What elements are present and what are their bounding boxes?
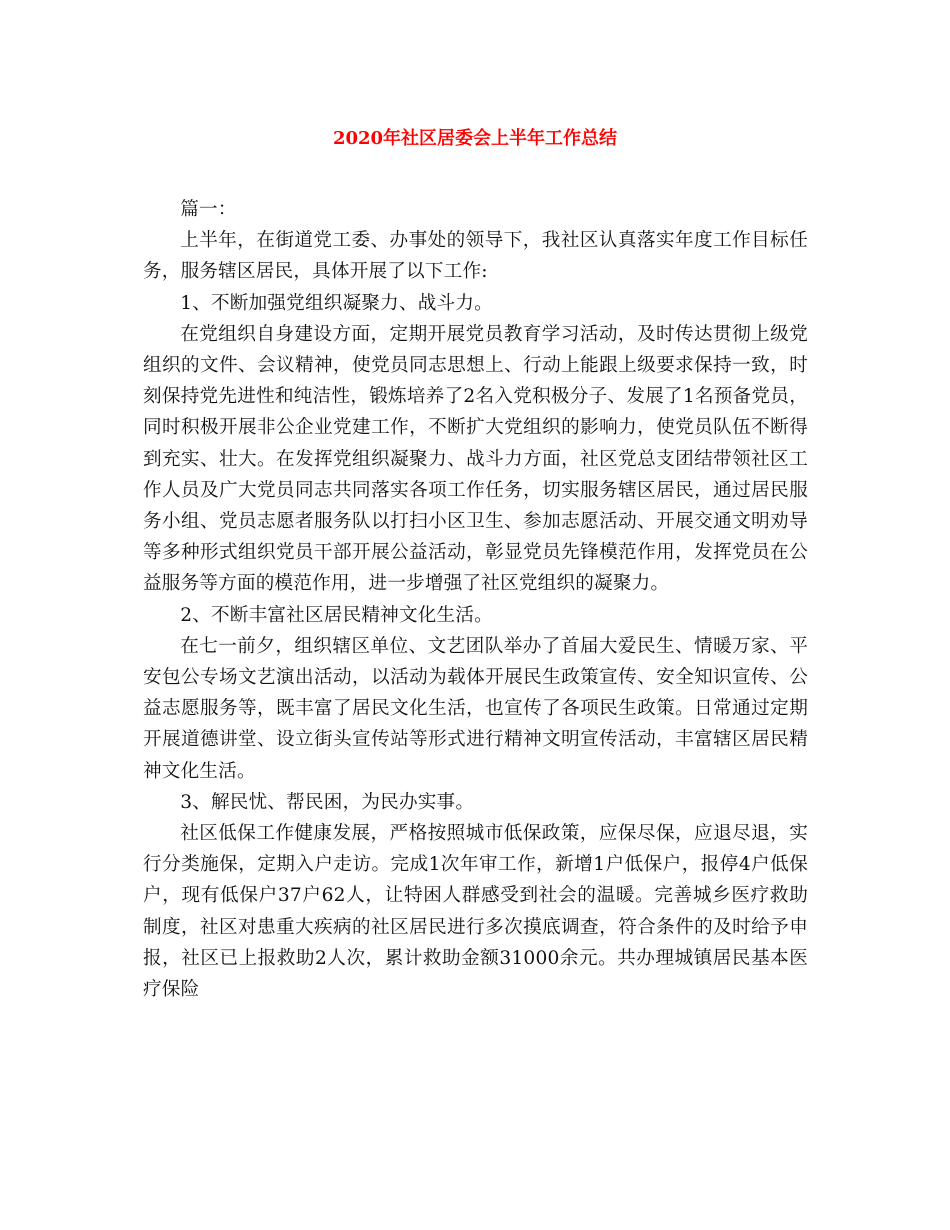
paragraph-section-label: 篇一： [180,199,237,220]
paragraph-item-3: 社区低保工作健康发展，严格按照城市低保政策，应保尽保，应退尽退，实行分类施保，定期入户走访。完成1次年审工作，新增1户低保户，报停4户低保户，现有低保户37户62人，让特困人群感受到社会的温暖。完善城乡医疗救助制度，社区对患重大疾病的社区居民进行多次摸底调查，符合条件的及时给予申报，社区已上报救助2人次，累计救助金额31000余元。共办理城镇居民基本医疗保险 [143,823,808,1001]
heading-item-1: 1、不断加强党组织凝聚力、战斗力。 [180,292,493,314]
document-title: 2020年社区居委会上半年工作总结 [332,128,618,149]
heading-item-3: 3、解民忧、帮民困，为民办实事。 [180,791,475,813]
paragraph-intro: 上半年，在街道党工委、办事处的领导下，我社区认真落实年度工作目标任务，服务辖区居民，具体开展了以下工作: [143,230,808,283]
paragraph-item-2: 在七一前夕，组织辖区单位、文艺团队举办了首届大爱民生、情暖万家、平安包公专场文艺演出活动，以活动为载体开展民生政策宣传、安全知识宣传、公益志愿服务等，既丰富了居民文化生活，也宣传了各项民生政策。日常通过定期开展道德讲堂、设立街头宣传站等形式进行精神文明宣传活动，丰富辖区居民精神文化生活。 [143,635,808,782]
document-body [143,194,808,1005]
paragraph-item-1: 在党组织自身建设方面，定期开展党员教育学习活动，及时传达贯彻上级党组织的文件、会议精神，使党员同志思想上、行动上能跟上级要求保持一致，时刻保持党先进性和纯洁性，锻炼培养了2名入党积极分子、发展了1名预备党员，同时积极开展非公企业党建工作，不断扩大党组织的影响力，使党员队伍不断得到充实、壮大。在发挥党组织凝聚力、战斗力方面，社区党总支团结带领社区工作人员及广大党员同志共同落实各项工作任务，切实服务辖区居民，通过居民服务小组、党员志愿者服务队以打扫小区卫生、参加志愿活动、开展交通文明劝导等多种形式组织党员干部开展公益活动，彰显党员先锋模范作用，发挥党员在公益服务等方面的模范作用，进一步增强了社区党组织的凝聚力。 [143,323,808,595]
heading-item-2: 2、不断丰富社区居民精神文化生活。 [180,604,493,626]
